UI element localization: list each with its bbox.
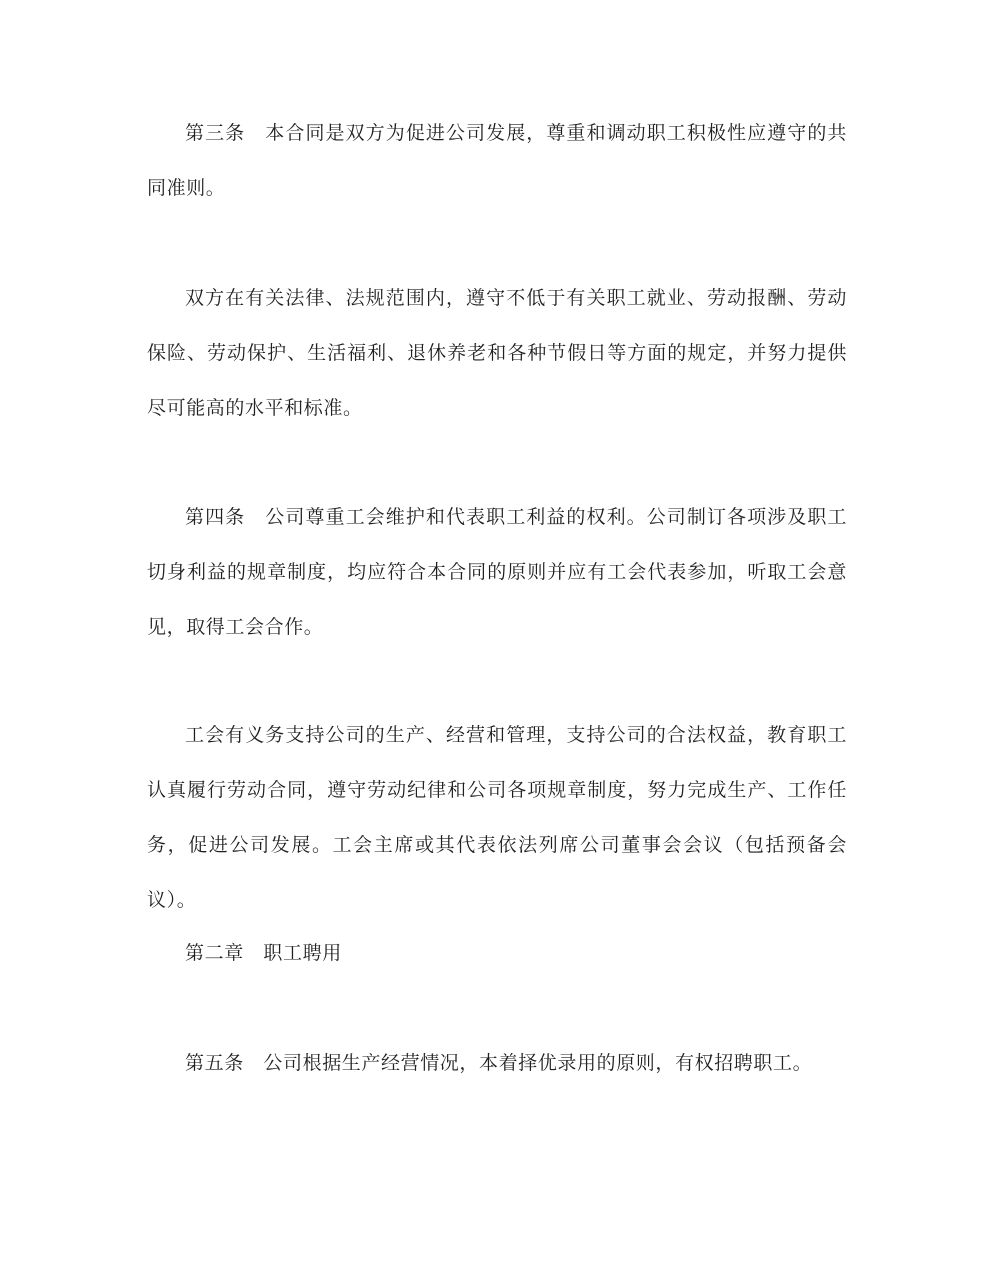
chapter-2-heading: 第二章 职工聘用 (185, 942, 342, 964)
union-duty-paragraph: 工会有义务支持公司的生产、经营和管理，支持公司的合法权益，教育职工认真履行劳动合同，遵守劳动纪律和公司各项规章制度，努力完成生产、工作任务，促进公司发展。工会主席或其代表依法列席公司董事会会议（包括预备会议）。 (147, 724, 847, 911)
article-3-paragraph: 第三条 本合同是双方为促进公司发展，尊重和调动职工积极性应遵守的共同准则。 (147, 122, 847, 199)
obligations-paragraph: 双方在有关法律、法规范围内，遵守不低于有关职工就业、劳动报酬、劳动保险、劳动保护、生活福利、退休养老和各种节假日等方面的规定，并努力提供尽可能高的水平和标准。 (147, 287, 847, 419)
article-4-paragraph: 第四条 公司尊重工会维护和代表职工利益的权利。公司制订各项涉及职工切身利益的规章制度，均应符合本合同的原则并应有工会代表参加，听取工会意见，取得工会合作。 (147, 506, 847, 638)
article-5-paragraph: 第五条 公司根据生产经营情况，本着择优录用的原则，有权招聘职工。 (185, 1052, 813, 1074)
